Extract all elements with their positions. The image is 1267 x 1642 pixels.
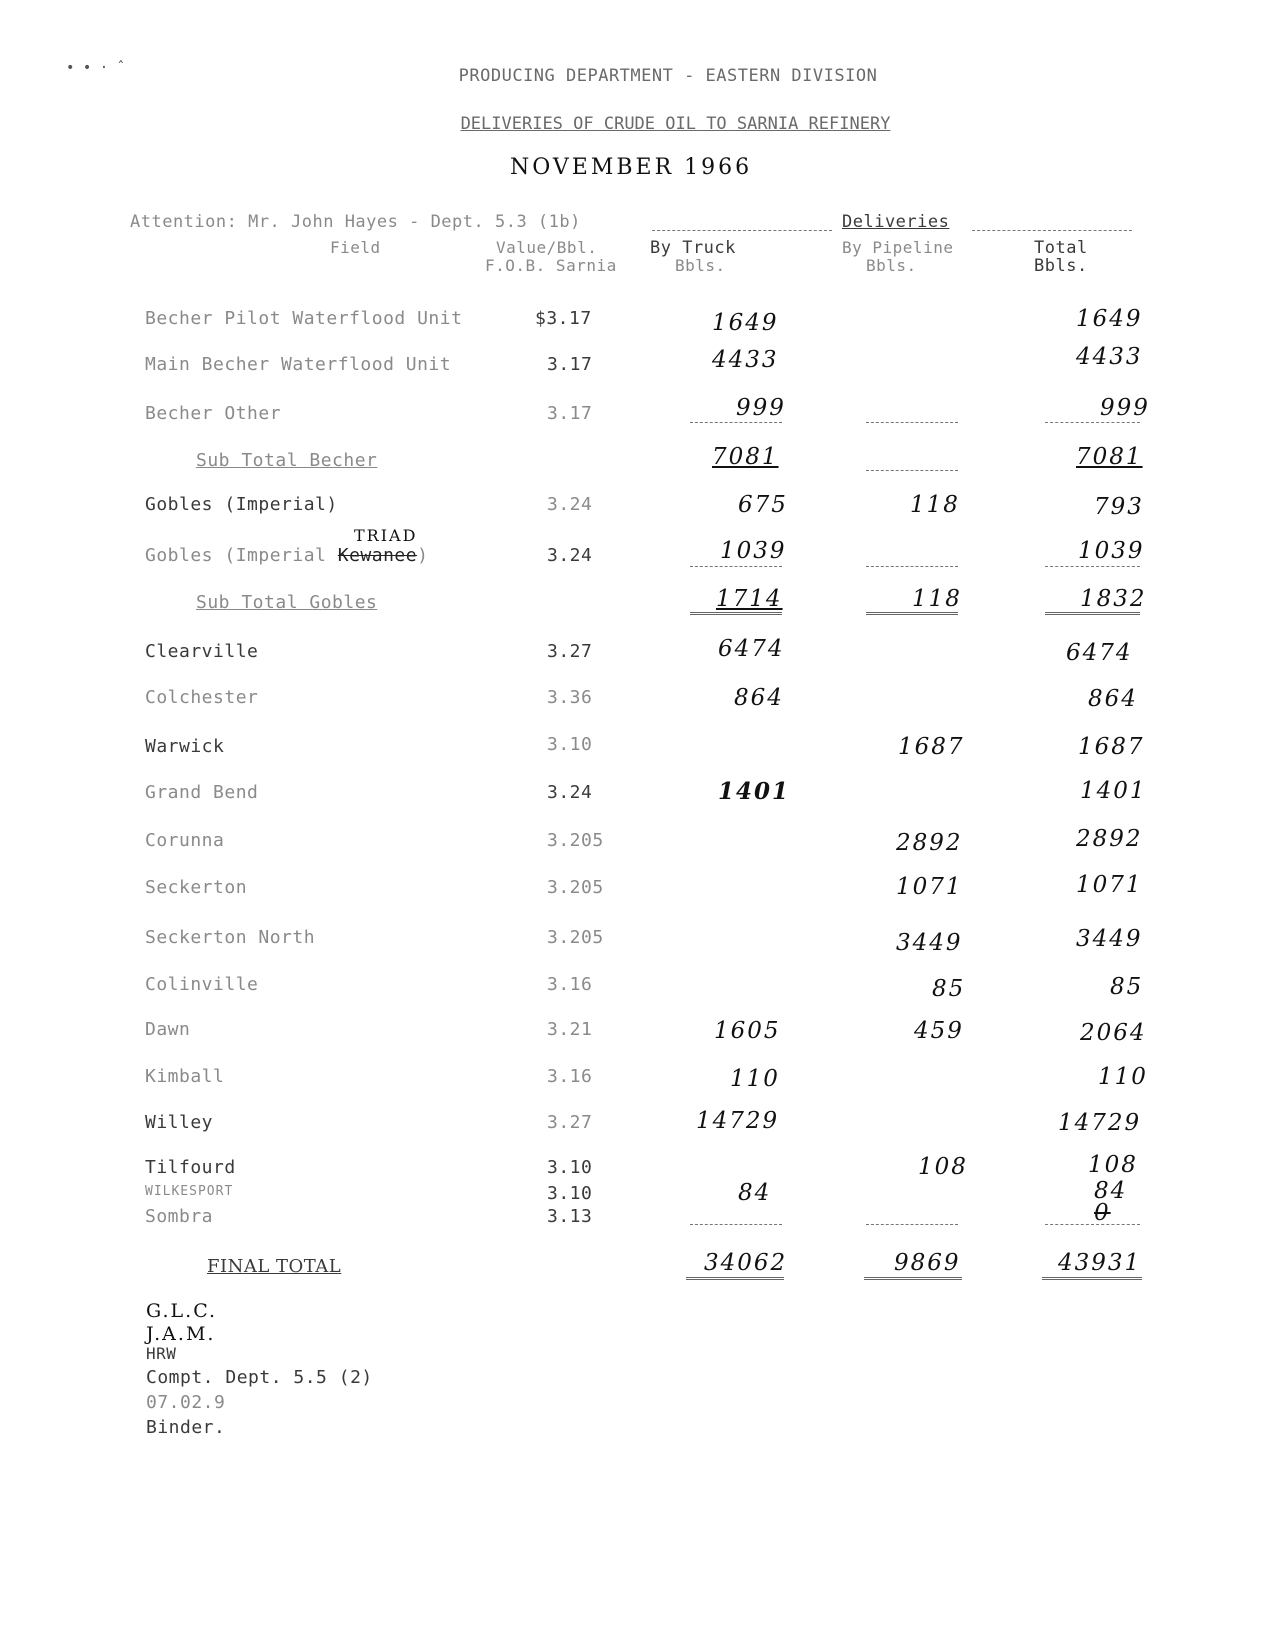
truck-total-rule: [690, 1224, 782, 1225]
truck-bbls: 1649: [712, 310, 779, 336]
deliveries-rule-left: [652, 230, 832, 231]
field-name: Corunna: [145, 830, 225, 851]
pipeline-bbls: 118: [912, 586, 962, 612]
truck-bbls: 14729: [696, 1108, 780, 1134]
subtotal-label: Sub Total Becher: [196, 450, 378, 471]
total-bbls: 6474: [1066, 640, 1133, 666]
value-per-bbl: 3.17: [547, 403, 593, 424]
final-total-bbls: 43931: [1058, 1250, 1142, 1276]
field-name: Grand Bend: [145, 782, 259, 803]
distribution-item: Binder.: [146, 1417, 226, 1438]
col-truck-2: Bbls.: [675, 256, 726, 275]
field-name: Sombra: [145, 1206, 214, 1227]
value-per-bbl: 3.16: [547, 1066, 593, 1087]
field-name-strike: Kewanee: [337, 545, 418, 566]
field-name: Colinville: [145, 974, 259, 995]
pipeline-subtotal-rule: [866, 470, 958, 471]
col-total-1: Total: [1034, 238, 1088, 258]
final-truck-rule: [686, 1277, 784, 1280]
col-total-2: Bbls.: [1034, 256, 1088, 276]
field-name-text: Gobles (Imperial: [145, 545, 327, 566]
total-bbls: 4433: [1076, 344, 1143, 370]
deliveries-rule-right: [972, 230, 1132, 231]
field-name: Willey: [145, 1112, 214, 1133]
distribution-item: Compt. Dept. 5.5 (2): [146, 1367, 373, 1388]
field-name: Warwick: [145, 736, 225, 757]
pipeline-bbls: 1687: [898, 734, 965, 760]
field-insert: TRIAD: [354, 526, 418, 545]
truck-bbls: 84: [738, 1180, 772, 1206]
total-bbls: 864: [1088, 686, 1138, 712]
final-total-rule: [1042, 1277, 1142, 1280]
header-line1: PRODUCING DEPARTMENT - EASTERN DIVISION: [458, 66, 878, 86]
truck-subtotal-rule: [690, 566, 782, 567]
total-bbls: 14729: [1058, 1110, 1142, 1136]
scan-specks: • • · ˆ: [66, 60, 126, 76]
pipeline-bbls: 1071: [896, 874, 963, 900]
truck-subtotal-rule: [690, 422, 782, 423]
attention-line: Attention: Mr. John Hayes - Dept. 5.3 (1b): [130, 212, 581, 232]
subtotal-label: Sub Total Gobles: [196, 592, 378, 613]
value-per-bbl: 3.10: [547, 1157, 593, 1178]
total-bbls: 0: [1094, 1200, 1111, 1226]
total-bbls: 1401: [1080, 778, 1147, 804]
final-total-label: FINAL TOTAL: [207, 1256, 342, 1277]
value-per-bbl: 3.16: [547, 974, 593, 995]
field-name: Becher Pilot Waterflood Unit: [145, 308, 463, 329]
col-pipeline-1: By Pipeline: [842, 238, 954, 257]
total-subtotal-rule: [1045, 612, 1140, 615]
final-pipeline-rule: [864, 1277, 962, 1280]
total-bbls: 1039: [1078, 538, 1145, 564]
pipeline-bbls: 85: [932, 976, 966, 1002]
field-name: Gobles (Imperial): [145, 494, 338, 515]
field-name: Tilfourd: [145, 1157, 236, 1178]
value-per-bbl: 3.24: [547, 782, 593, 803]
field-name: [145, 545, 428, 566]
col-field: Field: [330, 238, 381, 257]
total-bbls: 84: [1094, 1178, 1128, 1204]
distribution-item: HRW: [146, 1344, 177, 1363]
total-bbls: 85: [1110, 974, 1144, 1000]
header-line2: DELIVERIES OF CRUDE OIL TO SARNIA REFINERY: [460, 114, 891, 134]
total-bbls: 1832: [1080, 586, 1147, 612]
col-pipeline-2: Bbls.: [866, 256, 917, 275]
total-bbls: 2892: [1076, 826, 1143, 852]
distribution-item: G.L.C.: [146, 1300, 218, 1322]
pipeline-bbls: 3449: [896, 930, 963, 956]
total-bbls: 1649: [1076, 306, 1143, 332]
value-per-bbl: 3.205: [547, 927, 604, 948]
total-bbls: 110: [1098, 1064, 1148, 1090]
truck-bbls: 7081: [712, 444, 779, 470]
final-truck-bbls: 34062: [704, 1250, 788, 1276]
total-bbls: 3449: [1076, 926, 1143, 952]
field-name: Colchester: [145, 687, 259, 708]
field-name: Seckerton North: [145, 927, 316, 948]
col-value-2: F.O.B. Sarnia: [485, 256, 617, 275]
value-per-bbl: 3.21: [547, 1019, 593, 1040]
field-name: Kimball: [145, 1066, 225, 1087]
truck-bbls: 110: [730, 1066, 780, 1092]
value-per-bbl: 3.13: [547, 1206, 593, 1227]
value-per-bbl: 3.24: [547, 545, 593, 566]
total-total-rule: [1045, 1224, 1140, 1225]
field-name: Main Becher Waterflood Unit: [145, 354, 452, 375]
truck-bbls: 4433: [712, 347, 779, 373]
distribution-item: 07.02.9: [146, 1392, 226, 1413]
pipeline-bbls: 108: [918, 1154, 968, 1180]
value-per-bbl: 3.36: [547, 687, 593, 708]
value-per-bbl: 3.205: [547, 877, 604, 898]
total-subtotal-rule: [1045, 566, 1140, 567]
pipeline-subtotal-rule: [866, 422, 958, 423]
truck-bbls: 675: [738, 492, 788, 518]
field-name: Becher Other: [145, 403, 282, 424]
truck-bbls: 1401: [718, 778, 791, 805]
pipeline-subtotal-rule: [866, 612, 958, 615]
value-per-bbl: 3.17: [547, 354, 593, 375]
field-name: Dawn: [145, 1019, 191, 1040]
total-bbls: 999: [1100, 395, 1150, 421]
col-value-1: Value/Bbl.: [496, 238, 598, 257]
truck-bbls: 864: [734, 685, 784, 711]
value-per-bbl: 3.10: [547, 734, 593, 755]
truck-subtotal-rule: [690, 612, 782, 615]
distribution-item: J.A.M.: [146, 1323, 216, 1345]
value-per-bbl: 3.27: [547, 641, 593, 662]
field-name: WILKESPORT: [145, 1184, 234, 1199]
total-bbls: 7081: [1076, 444, 1143, 470]
truck-bbls: 999: [736, 395, 786, 421]
value-per-bbl: $3.17: [535, 308, 592, 329]
value-per-bbl: 3.27: [547, 1112, 593, 1133]
pipeline-bbls: 459: [914, 1018, 964, 1044]
total-bbls: 1687: [1078, 734, 1145, 760]
deliveries-heading: Deliveries: [842, 212, 950, 232]
total-bbls: 1071: [1076, 872, 1143, 898]
value-per-bbl: 3.24: [547, 494, 593, 515]
field-name-close: ): [417, 545, 429, 566]
truck-bbls: 1714: [716, 586, 783, 612]
pipeline-bbls: 118: [910, 492, 960, 518]
value-per-bbl: 3.10: [547, 1183, 593, 1204]
total-bbls: 108: [1088, 1152, 1138, 1178]
col-truck-1: By Truck: [650, 238, 736, 258]
pipeline-subtotal-rule: [866, 566, 958, 567]
field-name: Seckerton: [145, 877, 248, 898]
total-bbls: 2064: [1080, 1020, 1147, 1046]
field-name: Clearville: [145, 641, 259, 662]
final-pipeline-bbls: 9869: [894, 1250, 961, 1276]
total-bbls: 793: [1094, 494, 1144, 520]
truck-bbls: 1039: [720, 538, 787, 564]
truck-bbls: 6474: [718, 636, 785, 662]
total-subtotal-rule: [1045, 422, 1140, 423]
value-per-bbl: 3.205: [547, 830, 604, 851]
header-month: NOVEMBER 1966: [510, 155, 753, 180]
truck-bbls: 1605: [714, 1018, 781, 1044]
pipeline-total-rule: [866, 1224, 958, 1225]
pipeline-bbls: 2892: [896, 830, 963, 856]
